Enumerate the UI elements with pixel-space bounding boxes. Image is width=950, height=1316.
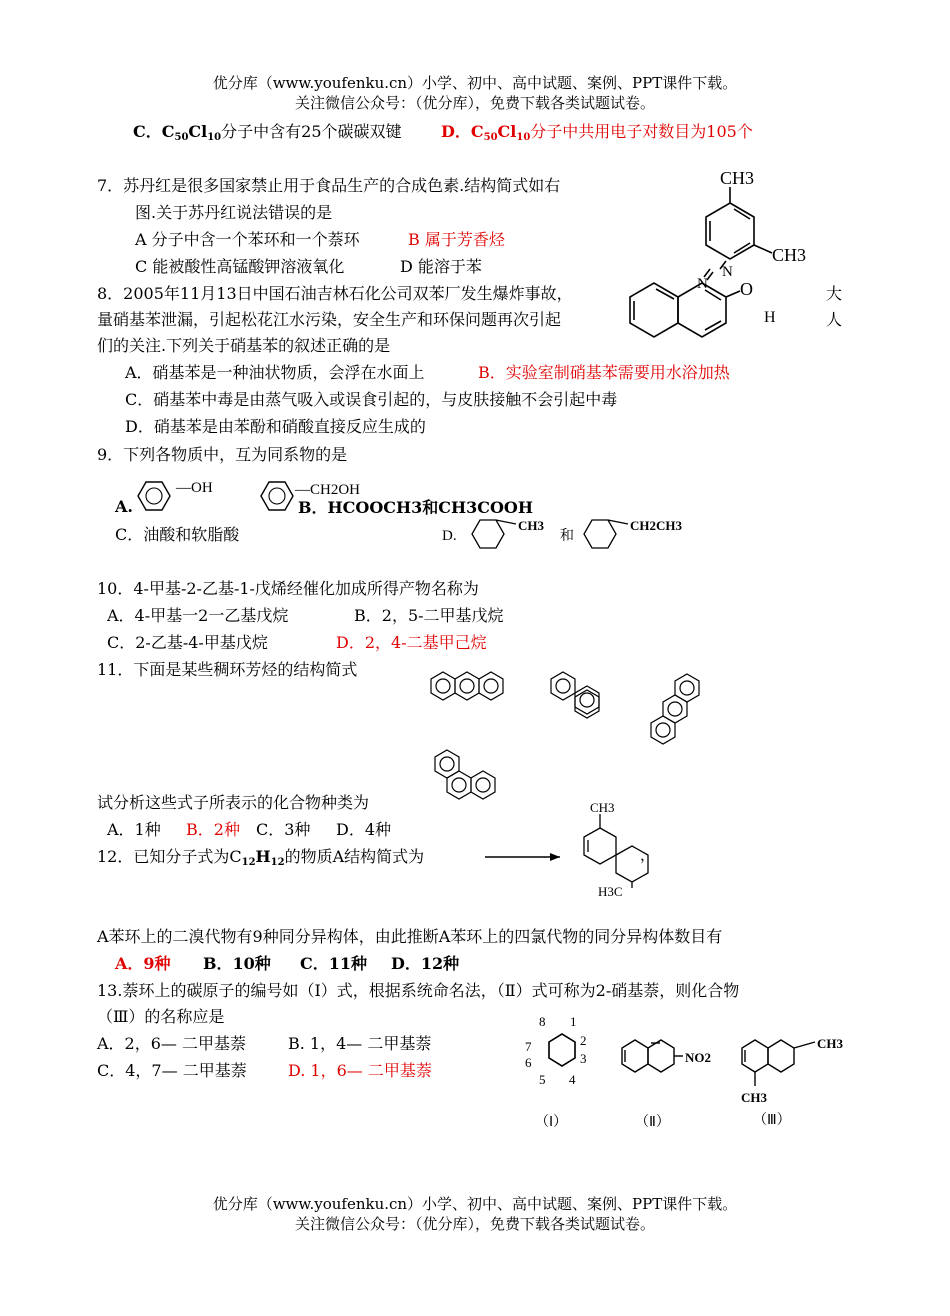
sudan-ch3-right: CH3 (772, 245, 807, 265)
q12-ch3-top: CH3 (590, 800, 615, 815)
q13-num-3: 3 (580, 1051, 587, 1066)
q12-h3c-bottom: H3C (598, 884, 623, 899)
q9-ch2oh-label: —CH2OH (295, 482, 361, 498)
q7-option-d: D 能溶于苯 (400, 257, 482, 276)
sudan-ch3-top: CH3 (720, 168, 755, 188)
q11-option-d: D．4种 (336, 820, 392, 839)
q11-stem: 11．下面是某些稠环芳烃的结构简式 (97, 660, 358, 679)
q11-option-c: C．3种 (256, 820, 311, 839)
q9-option-c: C．油酸和软脂酸 (115, 525, 240, 544)
q9-d-ch2ch3: CH2CH3 (630, 518, 682, 533)
q8-option-c: C．硝基苯中毒是由蒸气吸入或误食引起的，与皮肤接触不会引起中毒 (125, 390, 618, 409)
q13-ch3-bottom: CH3 (741, 1090, 767, 1105)
q7-stem-line-1: 7．苏丹红是很多国家禁止用于食品生产的合成色素.结构简式如右 (97, 176, 561, 195)
q13-option-c: C．4，7— 二甲基萘 (97, 1061, 247, 1080)
q7-stem-line-2: 图.关于苏丹红说法错误的是 (135, 203, 333, 222)
q7-option-a: A 分子中含一个苯环和一个萘环 (135, 230, 360, 249)
q13-label-i: （Ⅰ） (535, 1115, 568, 1130)
q8-stem-line-1: 8．2005年11月13日中国石油吉林石化公司双苯厂发生爆炸事故， (97, 284, 573, 303)
header-line-2: 关注微信公众号：（优分库），免费下载各类试题试卷。 (294, 94, 655, 112)
q10-option-b: B．2，5-二甲基戊烷 (354, 606, 504, 625)
q11-option-a: A．1种 (107, 820, 161, 839)
q8-option-b: B．实验室制硝基苯需要用水浴加热 (478, 363, 730, 382)
q9-stem: 9．下列各物质中，互为同系物的是 (97, 445, 348, 464)
q9-option-d-structures (440, 512, 700, 556)
q13-num-5: 5 (539, 1072, 546, 1087)
q13-stem-line-2: （Ⅲ）的名称应是 (97, 1007, 225, 1026)
q12-option-d: D．12种 (391, 954, 460, 973)
q12-option-a: A．9种 (115, 954, 171, 973)
q8-line-2-end: 人 (826, 310, 843, 329)
q11-prompt: 试分析这些式子所表示的化合物种类为 (97, 793, 370, 812)
q13-num-4: 4 (569, 1072, 576, 1087)
q12-line-2: A苯环上的二溴代物有9种同分异构体，由此推断A苯环上的四氯代物的同分异构体数目有 (97, 927, 723, 946)
q13-stem-line-1: 13.萘环上的碳原子的编号如（Ⅰ）式，根据系统命名法，（Ⅱ）式可称为2-硝基萘，则化合物 (97, 981, 740, 1000)
q12-comma: ， (640, 848, 656, 864)
header-line-1: 优分库（www.youfenku.cn）小学、初中、高中试题、案例、PPT课件下载。 (212, 74, 738, 92)
q8-stem-line-3: 们的关注.下列关于硝基苯的叙述正确的是 (97, 336, 391, 355)
q13-naphthalene-structures (515, 1012, 855, 1142)
q10-stem: 10．4-甲基-2-乙基-1-戊烯经催化加成所得产物名称为 (97, 579, 479, 598)
q12-option-c: C．11种 (300, 954, 368, 973)
q10-option-a: A．4-甲基一2一乙基戊烷 (107, 606, 289, 625)
q10-option-d: D．2，4-二基甲己烷 (336, 633, 487, 652)
footer-line-1: 优分库（www.youfenku.cn）小学、初中、高中试题、案例、PPT课件下载。 (212, 1195, 738, 1213)
q12-stem: 12．已知分子式为$C_{12}H_{12}$的物质A结构简式为 (97, 847, 425, 868)
sudan-n1: N (722, 264, 733, 280)
q9-phenol-structure (130, 476, 230, 516)
q7-option-b: B 属于芳香烃 (408, 230, 505, 249)
q6-option-c: C．$C_{50}Cl_{10}$分子中含有25个碳碳双键 (133, 122, 402, 143)
q9-option-b: B．HCOOCH3和CH3COOH (298, 498, 533, 517)
q9-option-d-label: D. (442, 528, 457, 544)
footer-line-2: 关注微信公众号：（优分库），免费下载各类试题试卷。 (294, 1215, 655, 1233)
q8-stem-line-2: 量硝基苯泄漏，引起松花江水污染，安全生产和环保问题再次引起 (97, 310, 562, 329)
sudan-oxygen: O (740, 279, 753, 299)
q13-option-b: B. 1，4— 二甲基萘 (288, 1034, 432, 1053)
q13-option-a: A．2，6— 二甲基萘 (97, 1034, 247, 1053)
sudan-hydrogen: H (764, 309, 776, 326)
q8-option-a: A．硝基苯是一种油状物质，会浮在水面上 (125, 363, 425, 382)
q13-option-d: D. 1，6— 二甲基萘 (288, 1061, 432, 1080)
q9-oh-label: —OH (176, 480, 213, 496)
q8-option-d: D．硝基苯是由苯酚和硝酸直接反应生成的 (125, 417, 426, 436)
q12-option-b: B．10种 (203, 954, 271, 973)
q13-num-8: 8 (539, 1014, 546, 1029)
q7-option-c: C 能被酸性高锰酸钾溶液氧化 (135, 257, 345, 276)
q10-option-c: C．2-乙基-4-甲基戊烷 (107, 633, 268, 652)
q11-polycyclic-structures (425, 662, 725, 802)
q9-option-a: A. (115, 497, 133, 516)
q9-d-and: 和 (560, 529, 574, 544)
q13-num-6: 6 (525, 1055, 532, 1070)
q13-ch3-right: CH3 (817, 1036, 843, 1051)
q9-d-ch3: CH3 (518, 518, 544, 533)
q13-no2-label: NO2 (685, 1050, 711, 1065)
q13-num-2: 2 (580, 1033, 587, 1048)
q13-num-7: 7 (525, 1039, 532, 1054)
q13-label-iii: （Ⅲ） (753, 1113, 791, 1128)
q8-line-1-end: 大 (826, 284, 843, 303)
q13-num-1: 1 (570, 1014, 577, 1029)
q6-option-d: D．$C_{50}Cl_{10}$分子中共用电子对数目为105个 (441, 122, 753, 143)
sudan-n2: N (697, 276, 708, 292)
q13-label-ii: （Ⅱ） (635, 1115, 670, 1130)
q12-structure (480, 800, 660, 900)
q11-option-b: B．2种 (186, 820, 240, 839)
